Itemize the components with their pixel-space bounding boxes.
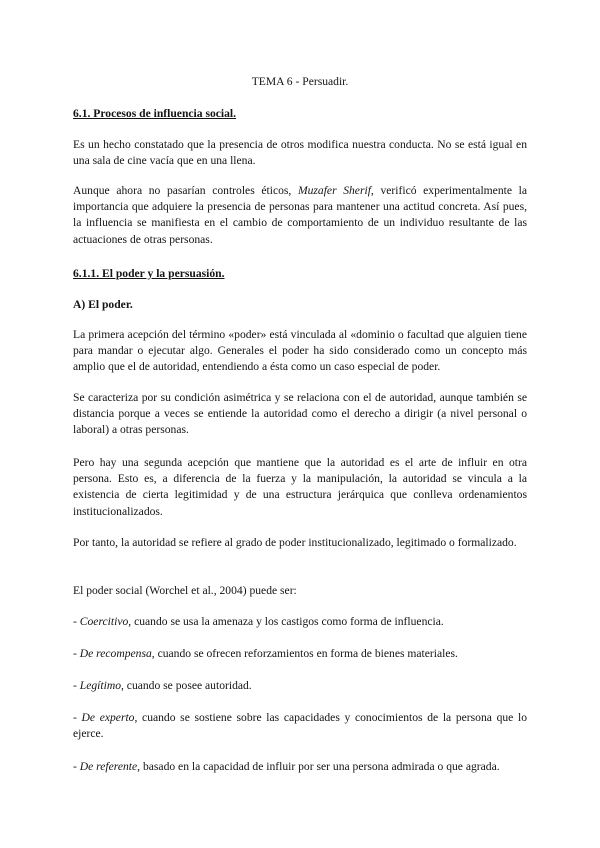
list-desc: , basado en la capacidad de influir por ser una persona admirada o que agrada. — [137, 760, 500, 773]
list-desc: , cuando se usa la amenaza y los castigos como forma de influencia. — [128, 615, 444, 628]
list-desc: , cuando se ofrecen reforzamientos en forma de bienes materiales. — [151, 647, 458, 660]
list-item — [73, 614, 527, 630]
list-item — [73, 646, 527, 662]
list-dash: - — [73, 679, 80, 692]
document-title: TEMA 6 - Persuadir. — [251, 75, 349, 88]
list-dash: - — [73, 711, 82, 724]
list-term: Coercitivo — [79, 615, 129, 628]
section-heading-6-1: 6.1. Procesos de influencia social. — [73, 107, 237, 120]
list-desc: , cuando se posee autoridad. — [121, 679, 252, 692]
list-term: De referente — [79, 760, 138, 773]
paragraph-2 — [73, 183, 527, 248]
paragraph-2-author: Muzafer Sherif — [297, 184, 371, 197]
paragraph-2-after: , verificó experimentalmente la importancia que adquiere la presencia de personas para mantener una actitud concreta. Así pues, la influencia se manifiesta en el cambio de comportamiento de un individuo resultante de las actuaciones de otras personas. — [73, 184, 527, 246]
list-term: De recompensa — [79, 647, 152, 660]
paragraph-3: La primera acepción del término «poder» está vinculada al «dominio o facultad que alguien tiene para mandar o ejecutar algo. Generales el poder ha sido considerado como un concepto más amplio que el de autoridad, entendiendo a ésta como un caso especial de poder. — [73, 328, 527, 374]
list-item — [73, 759, 527, 775]
list-dash: - — [73, 760, 80, 773]
section-heading-6-1-1: 6.1.1. El poder y la persuasión. — [73, 267, 225, 280]
list-dash: - — [73, 615, 80, 628]
paragraph-1: Es un hecho constatado que la presencia de otros modifica nuestra conducta. No se está igual en una sala de cine vacía que en una llena. — [73, 138, 527, 168]
paragraph-6: Por tanto, la autoridad se refiere al grado de poder institucionalizado, legitimado o formalizado. — [73, 536, 517, 549]
list-term: De experto — [81, 711, 135, 724]
list-item — [73, 710, 527, 742]
paragraph-5: Pero hay una segunda acepción que mantiene que la autoridad es el arte de influir en otra persona. Esto es, a diferencia de la fuerza y la manipulación, la autoridad se vincula a la existencia de cierta legitimidad y de una estructura jerárquica que conlleva ordenamientos institucionalizados. — [73, 456, 527, 518]
list-desc: , cuando se sostiene sobre las capacidades y conocimientos de la persona que lo ejerce. — [73, 711, 528, 741]
list-dash: - — [73, 647, 80, 660]
list-term: Legítimo — [79, 679, 121, 692]
list-item — [73, 678, 527, 694]
paragraph-7: El poder social (Worchel et al., 2004) puede ser: — [73, 584, 297, 597]
paragraph-4: Se caracteriza por su condición asimétrica y se relaciona con el de autoridad, aunque también se distancia porque a veces se entiende la autoridad como el derecho a dirigir (a nivel personal o laboral) a otras personas. — [73, 391, 527, 437]
paragraph-2-before: Aunque ahora no pasarían controles éticos, — [73, 184, 298, 197]
subsection-heading-a: A) El poder. — [73, 298, 133, 311]
